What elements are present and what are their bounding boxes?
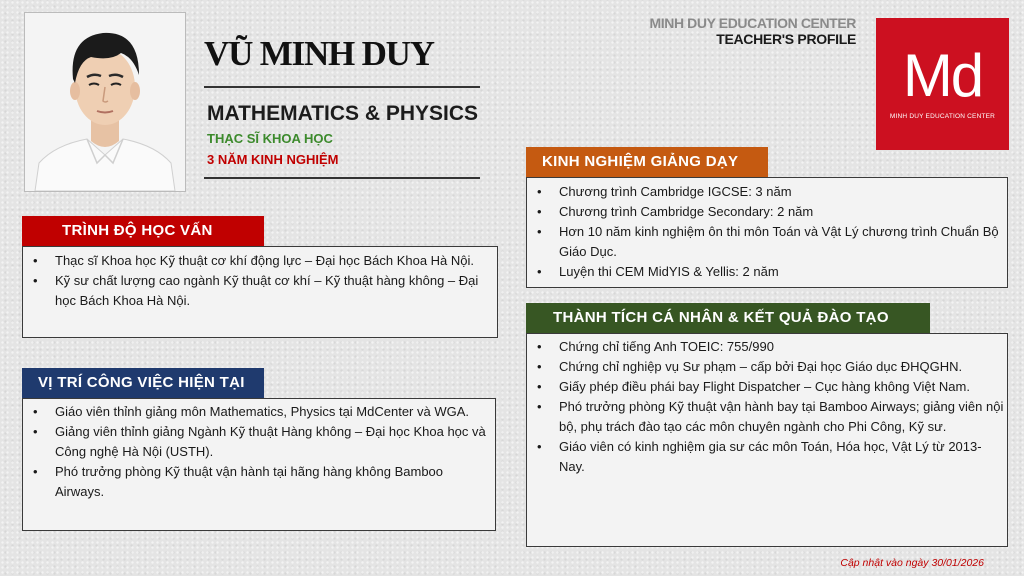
- list-item: • Giáo viên có kinh nghiệm gia sư các môn Toán, Hóa học, Vật Lý từ 2013-Nay.: [559, 437, 1007, 477]
- teacher-photo: [24, 12, 186, 192]
- center-name: MINH DUY EDUCATION CENTER: [649, 15, 856, 31]
- list-item: • Luyện thi CEM MidYIS & Yellis: 2 năm: [559, 262, 1007, 282]
- center-logo: [876, 18, 1009, 150]
- list-item: • Giáo viên thỉnh giảng môn Mathematics, Physics tại MdCenter và WGA.: [55, 402, 495, 422]
- logo-subtitle: MINH DUY EDUCATION CENTER: [889, 113, 996, 120]
- achievements-box: [526, 333, 1008, 547]
- list-item: • Chứng chỉ nghiệp vụ Sư phạm – cấp bởi Đại học Giáo dục ĐHQGHN.: [559, 357, 1007, 377]
- current-position-header: VỊ TRÍ CÔNG VIỆC HIỆN TẠI: [22, 368, 264, 398]
- list-item: • Chương trình Cambridge IGCSE: 3 năm: [559, 182, 1007, 202]
- updated-date: Cập nhật vào ngày 30/01/2026: [840, 557, 984, 569]
- teaching-experience-box: [526, 177, 1008, 288]
- list-item: • Giảng viên thỉnh giảng Ngành Kỹ thuật Hàng không – Đại học Khoa học và Công nghệ Hà Nội (USTH).: [55, 422, 495, 462]
- current-position-box: [22, 398, 496, 531]
- education-header: TRÌNH ĐỘ HỌC VẤN: [22, 216, 264, 246]
- degree-label: THẠC SĨ KHOA HỌC: [207, 131, 333, 146]
- divider: [204, 86, 480, 88]
- divider: [204, 177, 480, 179]
- list-item: • Kỹ sư chất lượng cao ngành Kỹ thuật cơ khí – Kỹ thuật hàng không – Đại học Bách Khoa Hà Nội.: [55, 271, 497, 311]
- teaching-experience-header: KINH NGHIỆM GIẢNG DẠY: [526, 147, 768, 177]
- list-item: • Chứng chỉ tiếng Anh TOEIC: 755/990: [559, 337, 1007, 357]
- list-item: • Thạc sĩ Khoa học Kỹ thuật cơ khí động lực – Đại học Bách Khoa Hà Nội.: [55, 251, 497, 271]
- logo-mark: Md: [902, 42, 983, 109]
- list-item: • Phó trưởng phòng Kỹ thuật vận hành bay tại Bamboo Airways; giảng viên nội bộ, phụ trách đào tạo các môn chuyên ngành cho Phi Công, Kỹ sư.: [559, 397, 1007, 437]
- list-item: • Phó trưởng phòng Kỹ thuật vận hành tại hãng hàng không Bamboo Airways.: [55, 462, 495, 502]
- list-item: • Giấy phép điều phái bay Flight Dispatcher – Cục hàng không Việt Nam.: [559, 377, 1007, 397]
- teacher-name: VŨ MINH DUY: [204, 34, 434, 73]
- profile-title: TEACHER'S PROFILE: [716, 31, 856, 47]
- list-item: • Hơn 10 năm kinh nghiệm ôn thi môn Toán và Vật Lý chương trình Chuẩn Bộ Giáo Dục.: [559, 222, 1007, 262]
- list-item: • Chương trình Cambridge Secondary: 2 năm: [559, 202, 1007, 222]
- education-box: [22, 246, 498, 338]
- experience-label: 3 NĂM KINH NGHIỆM: [207, 152, 339, 167]
- subjects-title: MATHEMATICS & PHYSICS: [207, 102, 479, 125]
- portrait-icon: [25, 13, 185, 191]
- achievements-header: THÀNH TÍCH CÁ NHÂN & KẾT QUẢ ĐÀO TẠO: [526, 303, 930, 333]
